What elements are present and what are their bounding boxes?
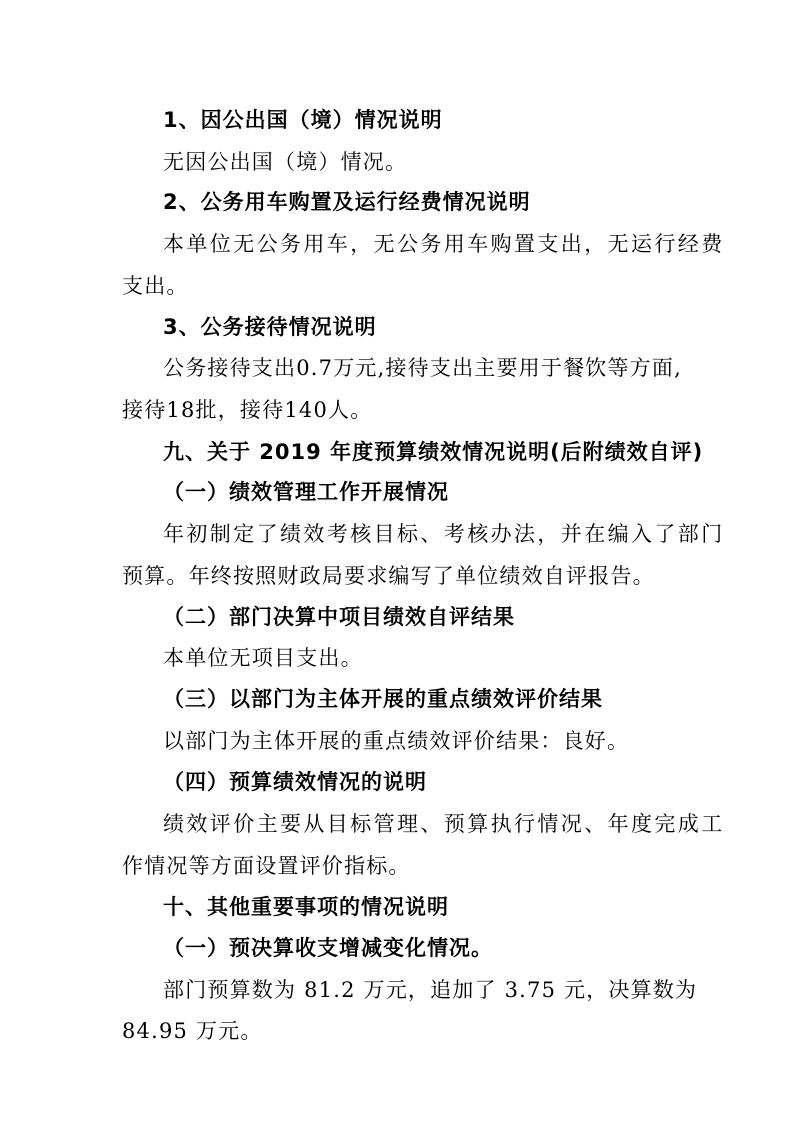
paragraph-line: 本单位无公务用车，无公务用车购置支出，无运行经费 — [163, 232, 725, 256]
paragraph-line: 绩效评价主要从目标管理、预算执行情况、年度完成工 — [163, 812, 725, 836]
paragraph-line: 本单位无项目支出。 — [163, 646, 363, 670]
paragraph-line: 年初制定了绩效考核目标、考核办法，并在编入了部门 — [163, 522, 725, 546]
paragraph-line: 支出。 — [122, 274, 189, 298]
subheading-performance-management: （一）绩效管理工作开展情况 — [163, 480, 449, 504]
heading-official-vehicles: 2、公务用车购置及运行经费情况说明 — [163, 190, 531, 214]
paragraph-line: 无因公出国（境）情况。 — [163, 150, 408, 174]
subheading-budget-changes: （一）预决算收支增减变化情况。 — [163, 936, 493, 960]
paragraph-line: 作情况等方面设置评价指标。 — [122, 854, 411, 878]
subheading-budget-performance: （四）预算绩效情况的说明 — [163, 770, 427, 794]
subheading-key-evaluation: （三）以部门为主体开展的重点绩效评价结果 — [163, 687, 603, 711]
paragraph-line: 公务接待支出0.7万元,接待支出主要用于餐饮等方面, — [163, 356, 682, 380]
heading-section-nine: 九、关于 2019 年度预算绩效情况说明(后附绩效自评) — [163, 440, 704, 464]
paragraph-line: 84.95 万元。 — [122, 1019, 263, 1043]
heading-overseas-travel: 1、因公出国（境）情况说明 — [163, 108, 443, 132]
heading-official-reception: 3、公务接待情况说明 — [163, 315, 377, 339]
paragraph-line: 以部门为主体开展的重点绩效评价结果：良好。 — [163, 729, 630, 753]
paragraph-line: 部门预算数为 81.2 万元，追加了 3.75 元，决算数为 — [163, 978, 698, 1002]
paragraph-line: 接待18批，接待140人。 — [122, 398, 373, 422]
paragraph-line: 预算。年终按照财政局要求编写了单位绩效自评报告。 — [122, 564, 655, 588]
heading-section-ten: 十、其他重要事项的情况说明 — [163, 895, 449, 919]
subheading-project-self-evaluation: （二）部门决算中项目绩效自评结果 — [163, 605, 515, 629]
